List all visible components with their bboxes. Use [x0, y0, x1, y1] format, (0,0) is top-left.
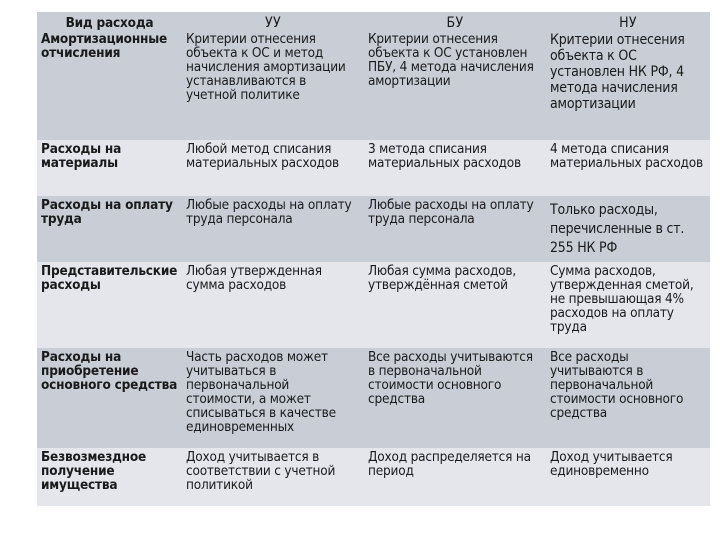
- table-row: [37, 196, 710, 262]
- cell-type: Расходы на материалы: [37, 140, 182, 196]
- cell-bu: 3 метода списания материальных расходов: [364, 140, 546, 196]
- cell-bu: Критерии отнесения объекта к ОС установлен ПБУ, 4 метода начисления амортизации: [364, 32, 546, 140]
- cell-nu: Только расходы, перечисленные в ст. 255 НК РФ: [546, 196, 710, 262]
- table-row: [37, 12, 710, 32]
- cell-nu: Сумма расходов, утвержденная сметой, не превышающая 4% расходов на оплату труда: [546, 262, 710, 348]
- cell-bu: Все расходы учитываются в первоначальной стоимости основного средства: [364, 348, 546, 448]
- cell-uu: Критерии отнесения объекта к ОС и метод начисления амортизации устанавливаются в учетной политике: [182, 32, 364, 140]
- cell-uu: Любой метод списания материальных расходов: [182, 140, 364, 196]
- table-row: [37, 32, 710, 140]
- header-expense-type: Вид расхода: [37, 12, 182, 32]
- cell-nu: Критерии отнесения объекта к ОС установлен НК РФ, 4 метода начисления амортизации: [546, 32, 710, 140]
- expense-comparison-table: [37, 12, 710, 506]
- cell-uu: Любые расходы на оплату труда персонала: [182, 196, 364, 262]
- cell-type: Расходы на приобретение основного средства: [37, 348, 182, 448]
- cell-uu: Доход учитывается в соответствии с учетной политикой: [182, 448, 364, 506]
- table-row: [37, 140, 710, 196]
- cell-bu: Любые расходы на оплату труда персонала: [364, 196, 546, 262]
- cell-type: Расходы на оплату труда: [37, 196, 182, 262]
- cell-bu: Доход распределяется на период: [364, 448, 546, 506]
- header-uu: УУ: [182, 12, 364, 32]
- cell-nu: Все расходы учитываются в первоначальной стоимости основного средства: [546, 348, 710, 448]
- table-row: [37, 448, 710, 506]
- cell-type: Амортизационные отчисления: [37, 32, 182, 140]
- cell-nu: 4 метода списания материальных расходов: [546, 140, 710, 196]
- cell-nu: Доход учитывается единовременно: [546, 448, 710, 506]
- table-row: [37, 348, 710, 448]
- table-row: [37, 262, 710, 348]
- comparison-table-slide: [37, 12, 710, 507]
- header-bu: БУ: [364, 12, 546, 32]
- header-nu: НУ: [546, 12, 710, 32]
- cell-uu: Любая утвержденная сумма расходов: [182, 262, 364, 348]
- cell-type: Представительские расходы: [37, 262, 182, 348]
- cell-type: Безвозмездное получение имущества: [37, 448, 182, 506]
- cell-uu: Часть расходов может учитываться в первоначальной стоимости, а может списываться в качестве единовременных: [182, 348, 364, 448]
- cell-bu: Любая сумма расходов, утверждённая сметой: [364, 262, 546, 348]
